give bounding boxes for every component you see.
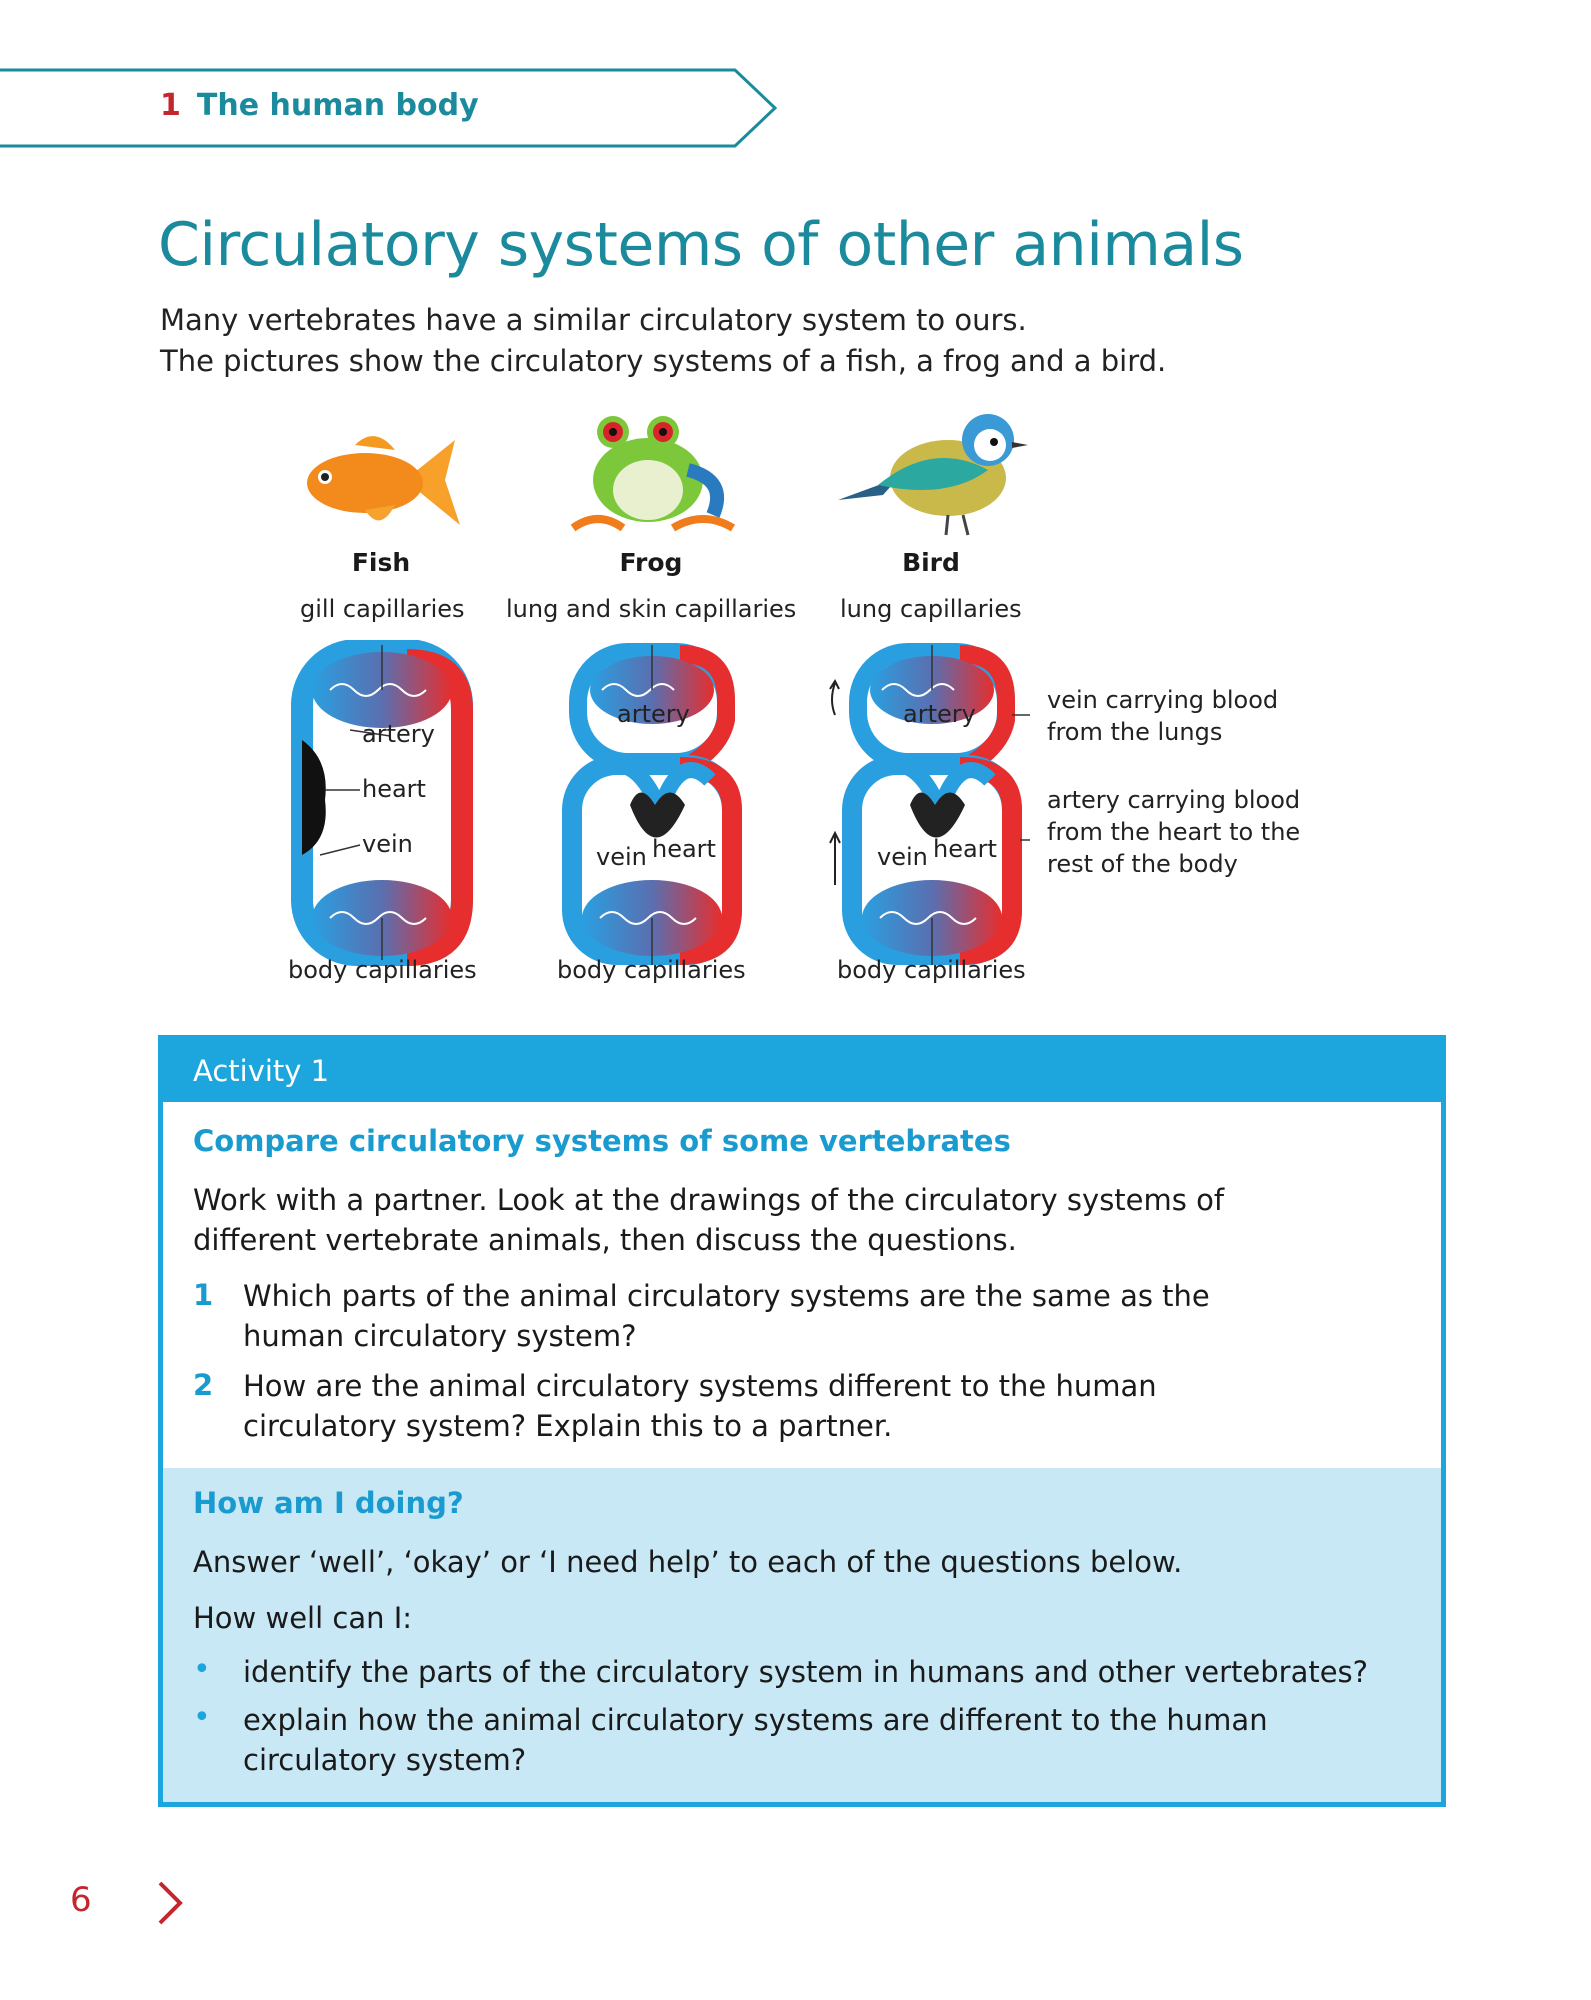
bird-top-label: lung capillaries [840,595,1022,623]
bird-bottom-label: body capillaries [837,956,1026,984]
bird-label-vein: vein [877,843,928,871]
question-2-number: 2 [193,1368,214,1402]
fish-illustration [295,425,465,540]
frog-top-label: lung and skin capillaries [506,595,797,623]
self-check-item-1: identify the parts of the circulatory system in humans and other vertebrates? [243,1655,1369,1689]
frog-circulation-diagram [560,640,750,970]
frog-label-heart: heart [652,835,716,863]
activity-instruction: Work with a partner. Look at the drawings of the circulatory systems of different vertebrate animals, then discuss the questions. [193,1183,1225,1257]
artery-side-line-2: from the heart to the [1047,818,1301,846]
question-1-number: 1 [193,1278,214,1312]
question-1-text: Which parts of the animal circulatory systems are the same as the human circulatory system? [243,1279,1210,1353]
activity-header [163,1040,1441,1102]
activity-box [158,1035,1446,1807]
bird-label-heart: heart [933,835,997,863]
artery-side-label [1047,784,1300,880]
vein-side-line-1: vein carrying blood [1047,686,1279,714]
page-number: 6 [70,1880,92,1920]
bird-illustration [838,400,1028,540]
frog-label-vein: vein [596,843,647,871]
question-2-text: How are the animal circulatory systems different to the human circulatory system? Explain this to a partner. [243,1369,1157,1443]
bird-name: Bird [902,548,960,577]
bird-label-artery: artery [903,700,976,728]
chevron-right-icon[interactable] [155,1880,185,1926]
frog-name: Frog [619,548,683,577]
activity-title: Activity 1 [193,1054,330,1088]
vein-side-line-2: from the lungs [1047,718,1223,746]
page-title: Circulatory systems of other animals [158,210,1244,280]
intro-line-2: The pictures show the circulatory systems of a fish, a frog and a bird. [160,344,1167,378]
self-check-prompt: How well can I: [193,1601,413,1635]
fish-top-label: gill capillaries [300,595,465,623]
vein-side-label [1047,684,1278,748]
bullet-icon: • [193,1652,211,1687]
self-check-panel [163,1468,1441,1802]
direction-arrows [825,675,845,925]
bird-circulation-diagram [840,640,1030,970]
artery-side-line-1: artery carrying blood [1047,786,1301,814]
fish-name: Fish [351,548,411,577]
self-check-item-2: explain how the animal circulatory systems are different to the human circulatory system? [243,1703,1268,1777]
intro-line-1: Many vertebrates have a similar circulatory system to ours. [160,303,1027,337]
fish-bottom-label: body capillaries [288,956,477,984]
bullet-icon: • [193,1700,211,1735]
activity-subtitle: Compare circulatory systems of some vertebrates [193,1124,1011,1158]
chapter-number: 1 [160,88,181,123]
fish-label-heart: heart [362,775,426,803]
fish-label-vein: vein [362,830,413,858]
frog-illustration [563,410,738,540]
self-check-instruction: Answer ‘well’, ‘okay’ or ‘I need help’ to each of the questions below. [193,1545,1183,1579]
fish-label-artery: artery [362,720,435,748]
chapter-title: The human body [196,88,479,123]
chapter-label [160,88,479,123]
fish-circulation-diagram [290,640,480,970]
artery-side-line-3: rest of the body [1047,850,1238,878]
frog-bottom-label: body capillaries [557,956,746,984]
frog-label-artery: artery [617,700,690,728]
self-check-title: How am I doing? [193,1486,464,1520]
